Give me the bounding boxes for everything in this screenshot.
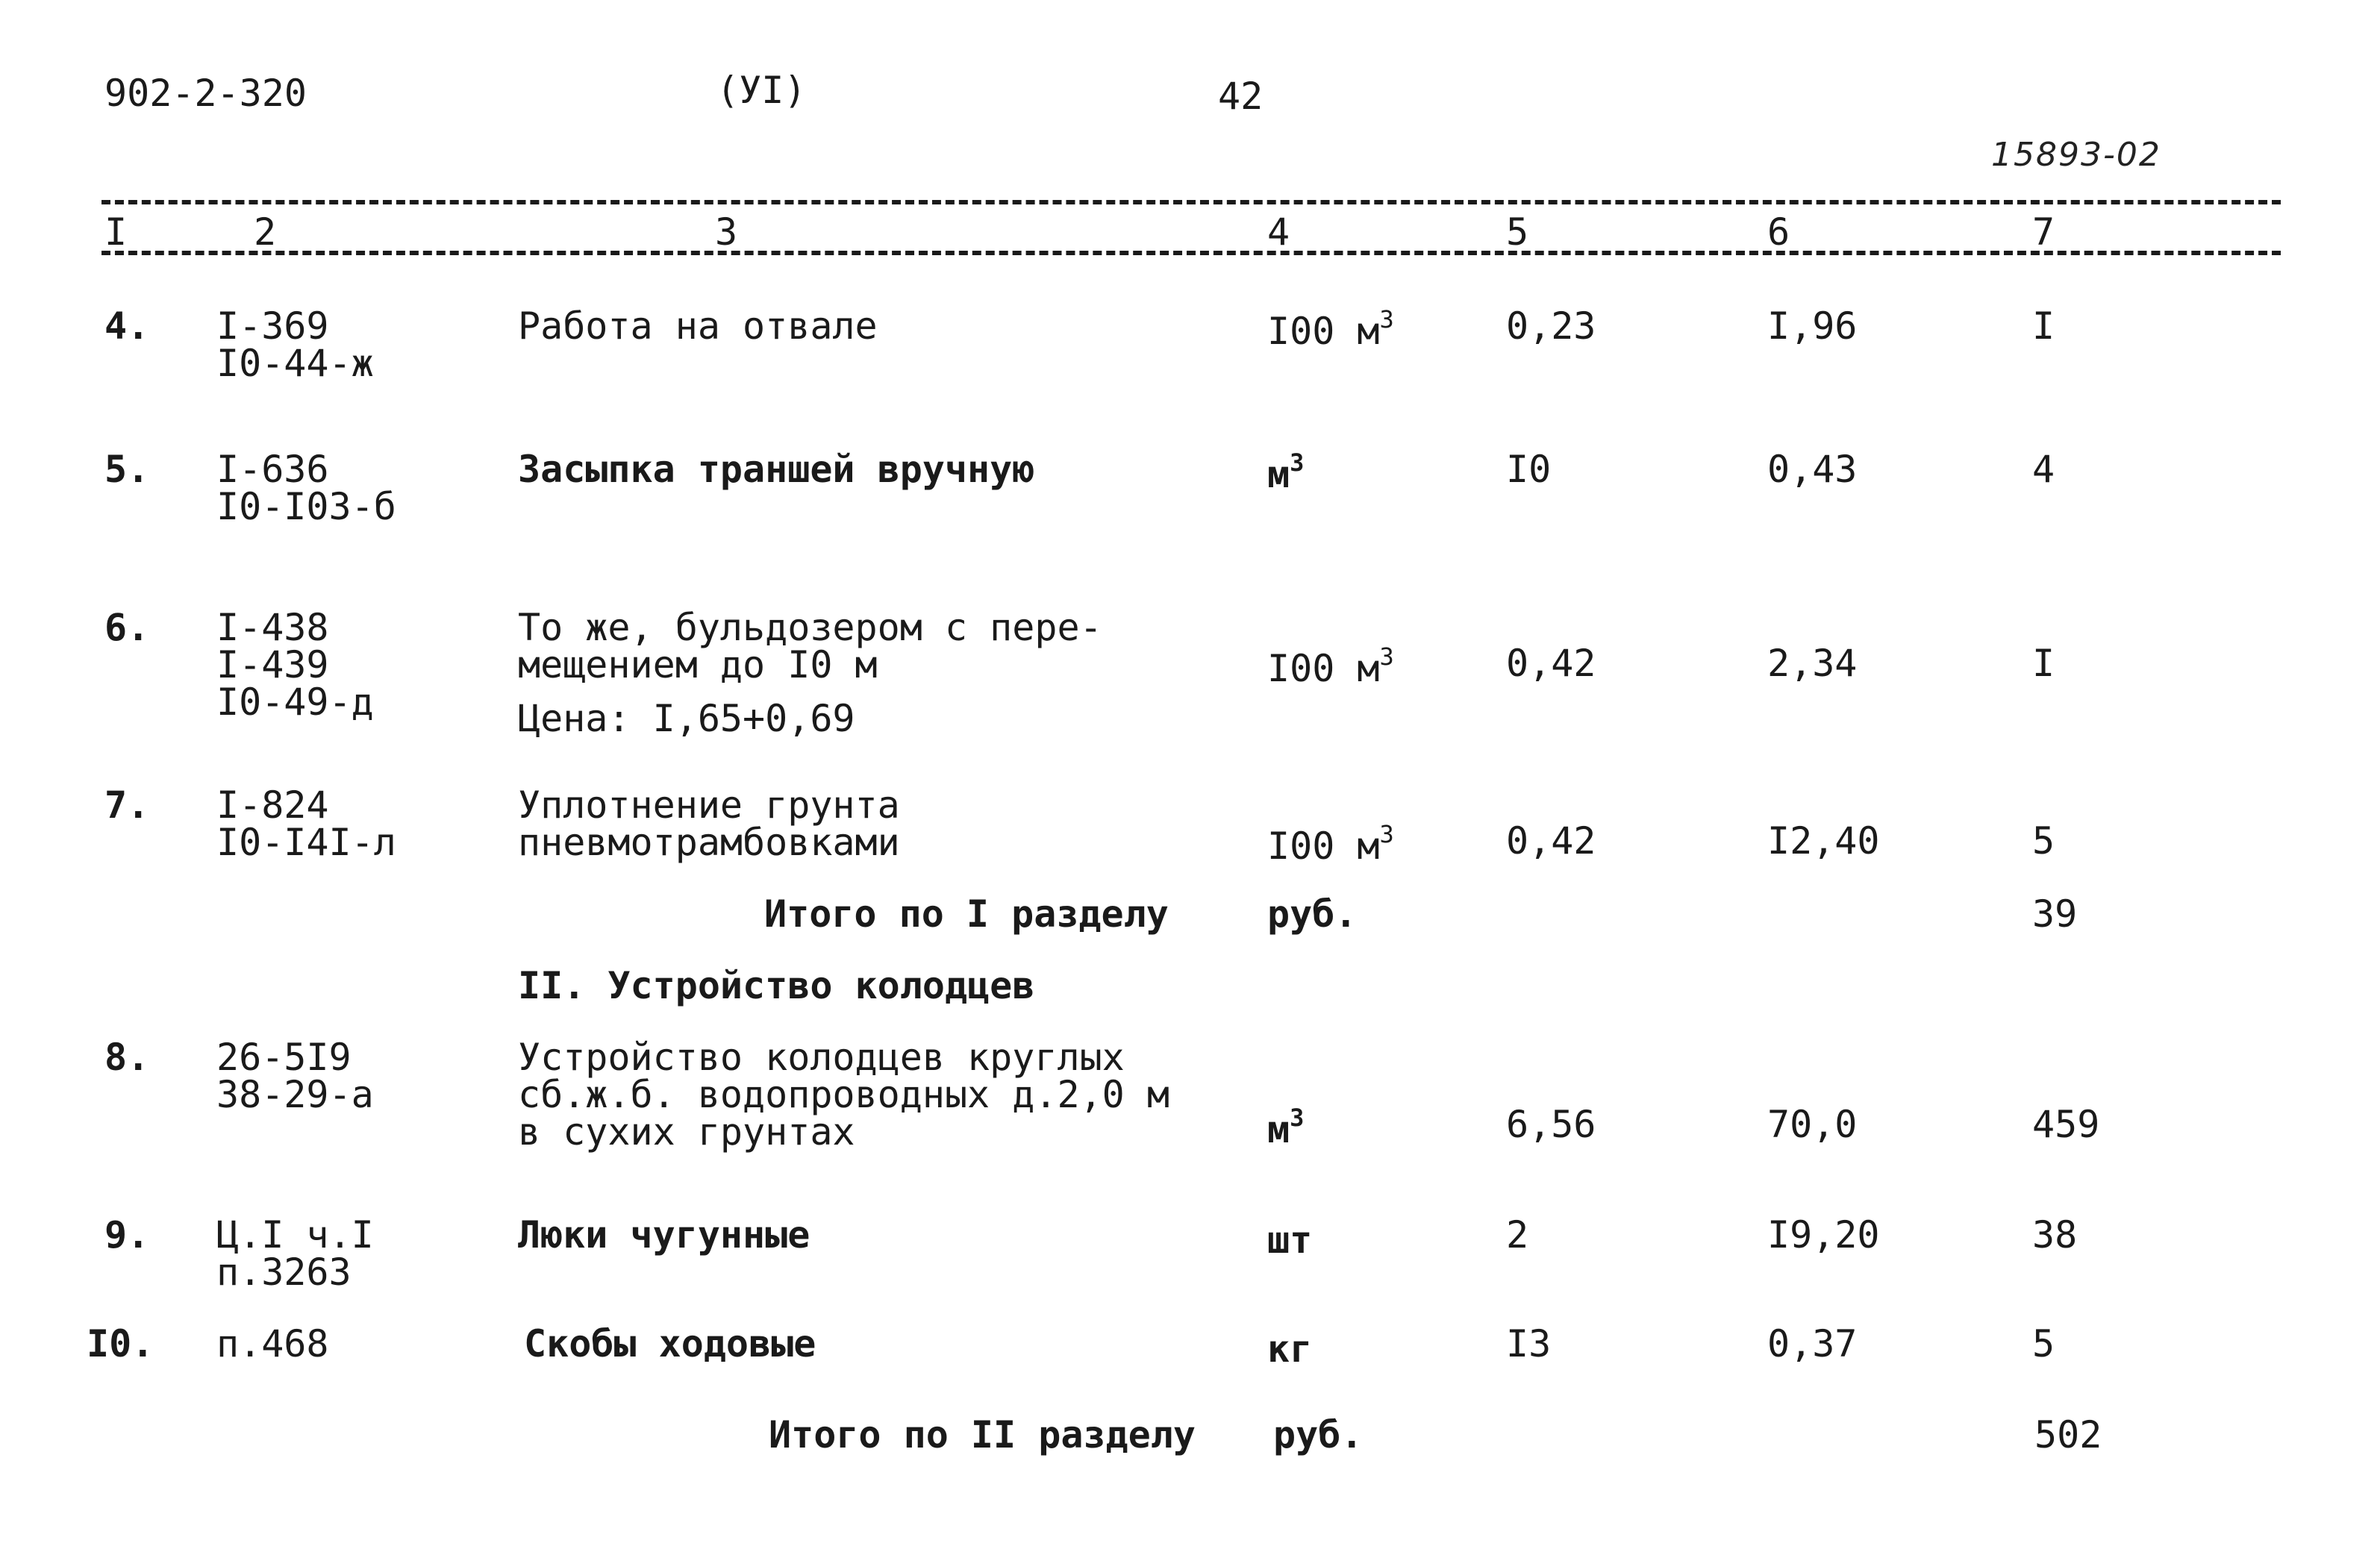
row-price: 0,37 [1767, 1322, 1858, 1365]
subtotal-label: Итого по I разделу [764, 892, 1169, 936]
row-price: 2,34 [1767, 642, 1858, 685]
subtotal-unit: руб. [1267, 892, 1358, 936]
row-codes: 26-5I9 38-29-а [216, 1036, 374, 1116]
subtotal-total: 39 [2032, 892, 2078, 936]
row-price: I9,20 [1767, 1213, 1880, 1257]
row-number: 8. [104, 1036, 150, 1079]
column-header-2: 2 [254, 210, 277, 254]
page-number: 42 [1218, 75, 1264, 118]
row-price: I,96 [1767, 304, 1858, 348]
row-codes: п.468 [216, 1322, 329, 1365]
row-quantity: 0,23 [1506, 304, 1596, 348]
section-heading: II. Устройство колодцев [518, 964, 1035, 1007]
subtotal-label: Итого по II разделу [769, 1413, 1196, 1456]
row-number: 7. [104, 783, 150, 827]
column-header-7: 7 [2032, 210, 2055, 254]
row-number: 5. [104, 448, 150, 491]
row-number: 4. [104, 304, 150, 348]
row-description: Скобы ходовые [524, 1322, 816, 1365]
header-divider-bottom [101, 251, 2281, 255]
column-header-6: 6 [1767, 210, 1790, 254]
row-total: I [2032, 304, 2055, 348]
row-price: I2,40 [1767, 819, 1880, 863]
row-quantity: I3 [1506, 1322, 1552, 1365]
column-header-4: 4 [1267, 210, 1290, 254]
row-total: I [2032, 642, 2055, 685]
row-description: Засыпка траншей вручную [518, 448, 1035, 491]
row-codes: I-636 I0-I03-б [216, 448, 396, 528]
row-quantity: 6,56 [1506, 1103, 1596, 1146]
row-codes: I-438 I-439 I0-49-д [216, 606, 374, 724]
row-unit: кг [1267, 1327, 1313, 1371]
row-quantity: 2 [1506, 1213, 1529, 1257]
row-total: 459 [2032, 1103, 2100, 1146]
row-codes: Ц.I ч.I п.3263 [216, 1213, 374, 1294]
subtotal-unit: руб. [1273, 1413, 1364, 1456]
row-codes: I-824 I0-I4I-л [216, 783, 396, 864]
row-number: 9. [104, 1213, 150, 1257]
row-unit: I00 $м^3$ [1267, 305, 1394, 353]
document-code: 902-2-320 [104, 72, 307, 115]
section-code: (УI) [716, 69, 807, 112]
row-price: 0,43 [1767, 448, 1858, 491]
row-total: 5 [2032, 1322, 2055, 1365]
row-price: 70,0 [1767, 1103, 1858, 1146]
row-description: Работа на отвале [518, 304, 878, 348]
row-description: То же, бульдозером с пере- мещением до I0 м [518, 606, 1102, 686]
row-quantity: 0,42 [1506, 642, 1596, 685]
row-unit: шт [1267, 1218, 1313, 1262]
subtotal-total: 502 [2034, 1413, 2102, 1456]
header-divider-top [101, 200, 2281, 204]
handwritten-note: 15893-02 [1991, 136, 2161, 174]
row-description: Устройство колодцев круглых сб.ж.б. водопроводных д.2,0 м в сухих грунтах [518, 1036, 1169, 1154]
column-header-3: 3 [715, 210, 738, 254]
row-description: Уплотнение грунта пневмотрамбовками [518, 783, 900, 864]
row-total: 38 [2032, 1213, 2078, 1257]
row-total: 5 [2032, 819, 2055, 863]
row-unit: I00 $м^3$ [1267, 820, 1394, 868]
row-unit: $м^3$ [1267, 448, 1305, 496]
row-codes: I-369 I0-44-ж [216, 304, 374, 385]
row-number: 6. [104, 606, 150, 649]
row-number: I0. [87, 1322, 154, 1365]
row-description: Люки чугунные [518, 1213, 810, 1257]
row-unit: $м^3$ [1267, 1104, 1305, 1151]
row-quantity: 0,42 [1506, 819, 1596, 863]
row-quantity: I0 [1506, 448, 1552, 491]
row-price-note: Цена: I,65+0,69 [518, 697, 855, 740]
column-header-1: I [104, 210, 128, 254]
row-total: 4 [2032, 448, 2055, 491]
column-header-5: 5 [1506, 210, 1529, 254]
row-unit: I00 $м^3$ [1267, 642, 1394, 690]
